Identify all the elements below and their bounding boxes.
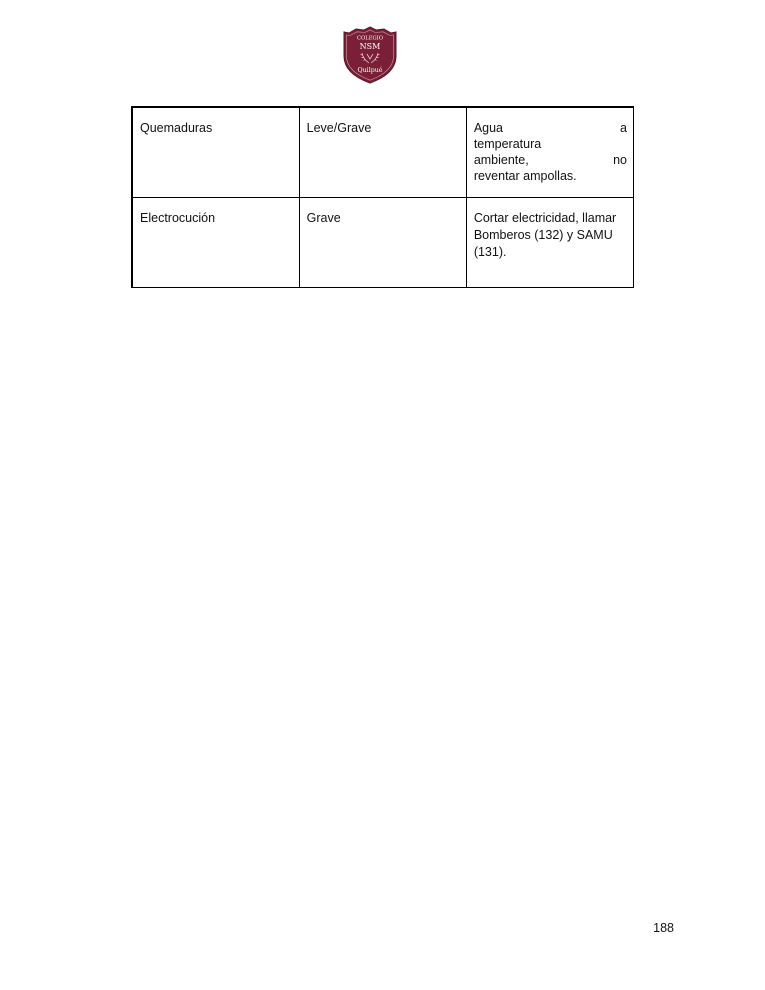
injury-cell: Electrocución	[132, 198, 299, 288]
school-logo	[341, 26, 399, 84]
first-aid-table	[131, 106, 634, 288]
action-line: temperatura	[473, 137, 542, 151]
shield-crest-icon	[341, 26, 399, 84]
action-cell: Cortar electricidad, llamar Bomberos (132) y SAMU (131).	[466, 198, 633, 288]
action-line: ambiente, no	[473, 153, 627, 167]
page-number: 188	[653, 921, 674, 935]
logo-text-colegio: COLEGIO	[357, 35, 383, 42]
action-cell	[466, 107, 633, 198]
action-line: reventar ampollas.	[473, 169, 577, 183]
action-line: Agua a	[473, 121, 627, 135]
severity-cell: Leve/Grave	[299, 107, 466, 198]
severity-cell: Grave	[299, 198, 466, 288]
logo-text-quilpue: Quilpué	[357, 67, 383, 74]
table-row	[132, 107, 634, 198]
logo-text-nsm: NSM	[359, 42, 381, 51]
injury-cell: Quemaduras	[132, 107, 299, 198]
table-row	[132, 198, 634, 288]
